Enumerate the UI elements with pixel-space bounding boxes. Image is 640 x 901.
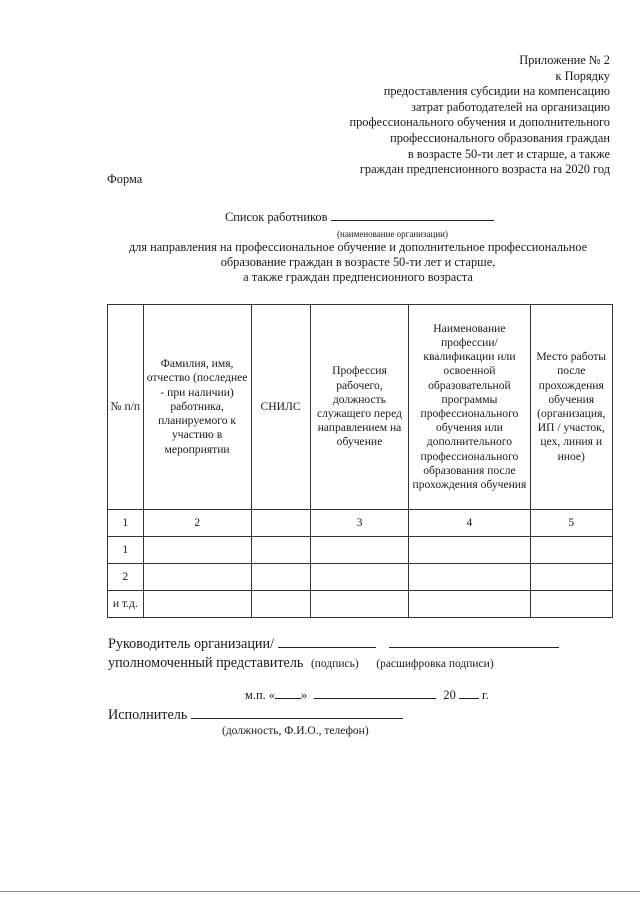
header-profession-before: Профессия рабочего, должность служащего перед направлением на обучение — [310, 305, 409, 510]
representative-line — [108, 655, 494, 672]
stamp-label: м.п. « — [245, 688, 275, 702]
employees-table — [107, 304, 613, 618]
year-prefix: 20 — [443, 688, 456, 702]
header-full-name: Фамилия, имя, отчество (последнее - при наличии) работника, планируемого к участию в мероприятии — [143, 305, 251, 510]
header-qualification-after: Наименование профессии/ квалификации или освоенной образовательной программы профессионального обучения или дополнительного профессионального образования после прохождения обучения — [409, 305, 530, 510]
table-cell — [530, 591, 613, 618]
table-row — [108, 537, 613, 564]
table-cell: 2 — [108, 564, 144, 591]
stamp-date-line — [245, 686, 489, 703]
table-cell — [530, 564, 613, 591]
column-number: 2 — [143, 510, 251, 537]
organization-name-line — [331, 209, 494, 221]
appendix-line: профессионального обучения и дополнительного — [349, 115, 610, 130]
column-number — [251, 510, 310, 537]
table-cell — [143, 591, 251, 618]
table-cell — [251, 564, 310, 591]
appendix-header — [280, 53, 610, 178]
purpose-line: образование граждан в возрасте 50-ти лет и старше, — [220, 255, 496, 269]
appendix-line: в возрасте 50-ти лет и старше, а также — [407, 146, 610, 161]
table-cell — [409, 564, 530, 591]
table-cell — [251, 537, 310, 564]
executor-hint: (должность, Ф.И.О., телефон) — [222, 725, 369, 737]
column-numbers-row — [108, 510, 613, 537]
year-suffix: г. — [482, 688, 489, 702]
day-blank — [275, 686, 301, 699]
list-purpose — [108, 240, 608, 285]
header-snils: СНИЛС — [251, 305, 310, 510]
decode-blank — [389, 635, 559, 648]
organization-hint: (наименование организации) — [337, 229, 448, 239]
form-label: Форма — [107, 172, 143, 186]
column-number: 4 — [409, 510, 530, 537]
month-blank — [314, 686, 436, 699]
column-number: 5 — [530, 510, 613, 537]
table-cell — [530, 537, 613, 564]
table-cell — [143, 537, 251, 564]
table-header-row — [108, 305, 613, 510]
header-number: № п/п — [108, 305, 144, 510]
executor-blank — [191, 706, 403, 719]
appendix-line: затрат работодателей на организацию — [411, 99, 610, 114]
representative-label: уполномоченный представитель — [108, 655, 304, 671]
table-cell — [251, 591, 310, 618]
table-cell — [409, 537, 530, 564]
decode-hint: (расшифровка подписи) — [376, 658, 494, 670]
table-cell — [409, 591, 530, 618]
purpose-line: а также граждан предпенсионного возраста — [243, 270, 473, 284]
appendix-line: граждан предпенсионного возраста на 2020 год — [359, 162, 610, 177]
header-workplace-after: Место работы после прохождения обучения (организация, ИП / участок, цех, линия и иное) — [530, 305, 613, 510]
table-cell: и т.д. — [108, 591, 144, 618]
signature-hint: (подпись) — [310, 658, 359, 670]
head-signature-line — [108, 635, 559, 653]
appendix-line: к Порядку — [555, 68, 610, 83]
appendix-line: Приложение № 2 — [519, 53, 610, 67]
table-row — [108, 564, 613, 591]
signature-blank — [278, 635, 376, 648]
executor-line — [108, 706, 403, 724]
appendix-line: профессионального образования граждан — [390, 130, 610, 145]
table-cell — [310, 591, 409, 618]
column-number: 1 — [108, 510, 144, 537]
year-blank — [459, 686, 479, 699]
list-title-text: Список работников — [225, 210, 328, 224]
head-label: Руководитель организации/ — [108, 636, 275, 652]
purpose-line: для направления на профессиональное обучение и дополнительное профессиональное — [128, 240, 588, 254]
list-title — [225, 209, 494, 225]
table-row — [108, 591, 613, 618]
column-number: 3 — [310, 510, 409, 537]
table-cell — [143, 564, 251, 591]
table-cell: 1 — [108, 537, 144, 564]
table-cell — [310, 564, 409, 591]
executor-label: Исполнитель — [108, 707, 188, 723]
table-cell — [310, 537, 409, 564]
quote-close: » — [300, 688, 308, 702]
appendix-line: предоставления субсидии на компенсацию — [383, 84, 610, 99]
page-bottom-rule — [0, 891, 640, 892]
